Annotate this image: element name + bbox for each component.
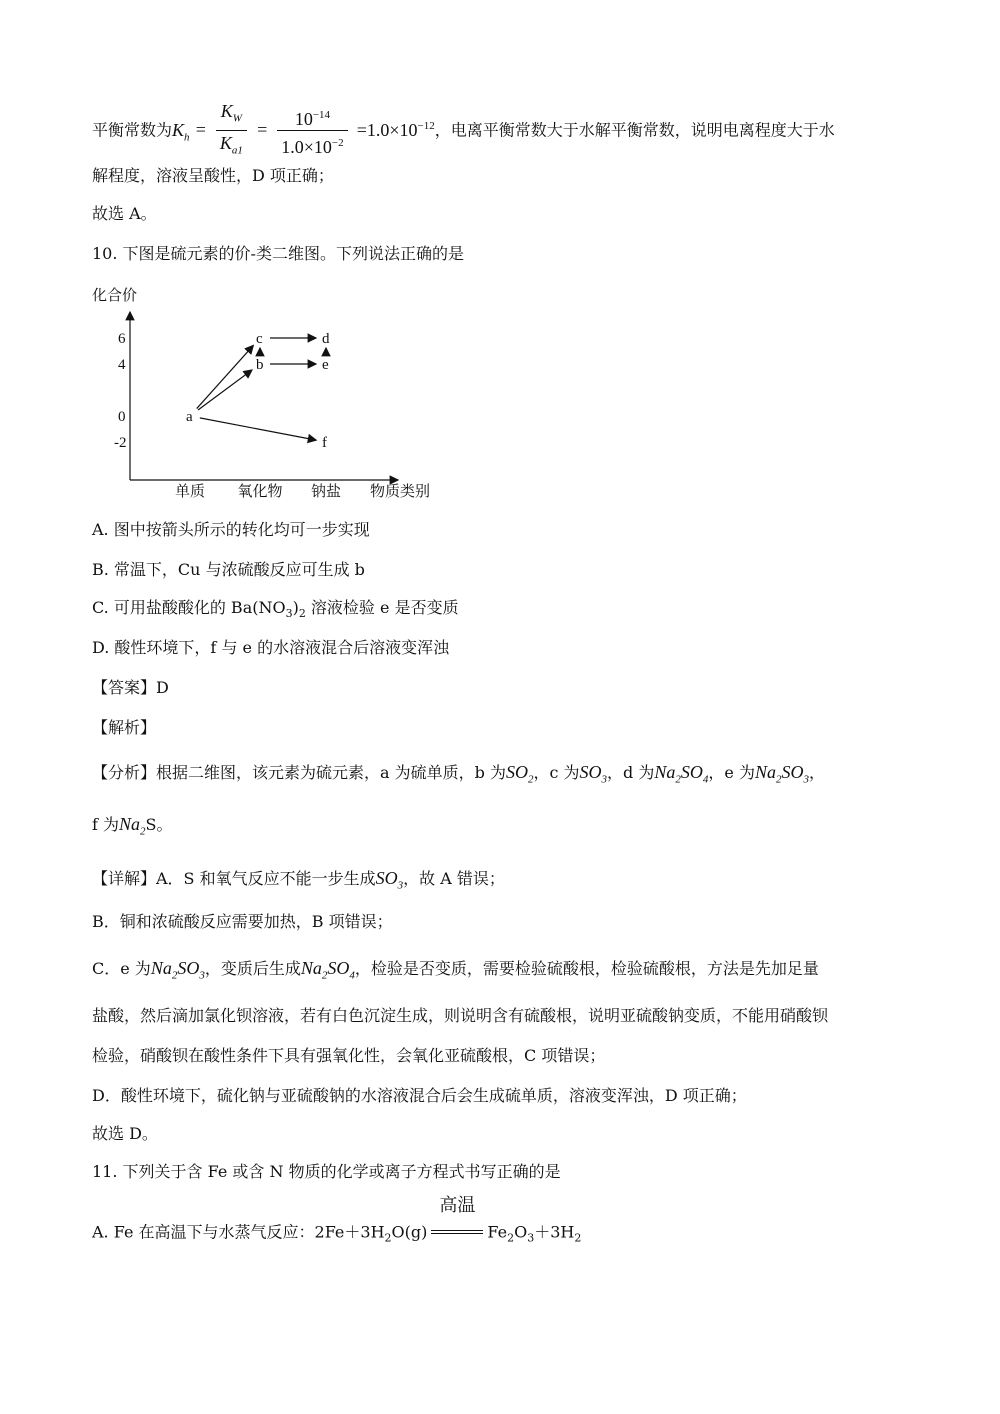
- high-temp-condition: 高温: [427, 1222, 487, 1244]
- q10-fenxi-line2: f 为$Na_2S$。: [92, 814, 173, 838]
- arrow-a-to-c: [197, 345, 254, 408]
- top-line-3: 故选 A。: [92, 204, 157, 223]
- kh-equation-line: 平衡常数为$K_h$ = $\frac{K_W}{K_{a1}}$ = $\frac{10^{-14}}{1.0\times 10^{-2}}$ $=1.0\times 10^{-12}$，电离平衡常数大于水解平衡常数，说明电离程度大于水: [92, 100, 835, 162]
- sulfur-valence-chart: [88, 284, 448, 504]
- y-tick-label: 6: [118, 331, 126, 347]
- q10-analysis-heading: 【解析】: [92, 718, 157, 737]
- q10-xiangjie-d: D．酸性环境下，硫化钠与亚硫酸钠的水溶液混合后会生成硫单质，溶液变浑浊，D 项正确；: [92, 1086, 747, 1105]
- q10-xiangjie-c1: C．e 为$Na_2SO_3$，变质后生成$Na_2SO_4$，检验是否变质，需要检验硫酸根，检验硫酸根，方法是先加足量: [92, 958, 819, 982]
- kh-prefix: 平衡常数为: [92, 120, 173, 140]
- q10-answer: 【答案】D: [92, 678, 169, 697]
- y-axis-label: 化合价: [92, 286, 138, 304]
- q10-xiangjie-a: 【详解】A．S 和氧气反应不能一步生成$SO_3$，故 A 错误；: [92, 868, 505, 892]
- q11-stem: 11. 下列关于含 Fe 或含 N 物质的化学或离子方程式书写正确的是: [92, 1162, 561, 1181]
- kw-over-ka1-fraction: $\frac{K_W}{K_{a1}}$: [216, 100, 247, 162]
- x-tick-label: 钠盐: [311, 482, 342, 500]
- point-label-b: b: [256, 357, 264, 373]
- q10-option-d: D. 酸性环境下，f 与 e 的水溶液混合后溶液变浑浊: [92, 638, 450, 657]
- point-label-d: d: [322, 331, 330, 347]
- x-axis-label: 物质类别: [370, 482, 431, 500]
- q10-option-c: C. 可用盐酸酸化的 $Ba(NO_3)_2$ 溶液检验 e 是否变质: [92, 598, 459, 621]
- point-label-e: e: [322, 357, 329, 373]
- q10-fenxi-line1: 【分析】根据二维图，该元素为硫元素，a 为硫单质，b 为$SO_2$，c 为$SO_3$，d 为$Na_2SO_4$，e 为$Na_2SO_3$，: [92, 762, 825, 786]
- y-tick-label: 4: [118, 357, 126, 373]
- kh-result: $=1.0\times 10^{-12}$: [356, 119, 435, 140]
- arrow-a-to-f: [200, 418, 316, 440]
- q10-option-a: A. 图中按箭头所示的转化均可一步实现: [92, 520, 370, 539]
- q11-option-a: A. Fe 在高温下与水蒸气反应：$2Fe+3H_2O(g)$ 高温 $Fe_2O_3+3H_2$: [92, 1195, 582, 1245]
- q10-xiangjie-c3: 检验，硝酸钡在酸性条件下具有强氧化性，会氧化亚硫酸根，C 项错误；: [92, 1046, 606, 1065]
- q10-choose: 故选 D。: [92, 1124, 158, 1143]
- x-tick-label: 单质: [175, 482, 206, 500]
- kh-symbol: $K_h$: [172, 119, 190, 144]
- point-label-f: f: [322, 435, 327, 451]
- top-line-2: 解程度，溶液呈酸性，D 项正确；: [92, 166, 334, 185]
- kh-suffix: ，电离平衡常数大于水解平衡常数，说明电离程度大于水: [434, 120, 835, 140]
- y-tick-label: 0: [118, 409, 126, 425]
- q10-xiangjie-c2: 盐酸，然后滴加氯化钡溶液，若有白色沉淀生成，则说明含有硫酸根，说明亚硫酸钠变质，不能用硝酸钡: [92, 1006, 829, 1025]
- point-label-a: a: [186, 409, 193, 425]
- x-tick-label: 氧化物: [237, 482, 283, 500]
- value-fraction: $\frac{10^{-14}}{1.0\times 10^{-2}}$: [277, 104, 347, 159]
- q10-stem: 10. 下图是硫元素的价-类二维图。下列说法正确的是: [92, 244, 464, 263]
- y-tick-label: -2: [114, 435, 127, 451]
- arrow-a-to-b: [198, 370, 252, 410]
- q10-option-b: B. 常温下，Cu 与浓硫酸反应可生成 b: [92, 560, 365, 579]
- q10-xiangjie-b: B．铜和浓硫酸反应需要加热，B 项错误；: [92, 912, 393, 931]
- point-label-c: c: [256, 331, 263, 347]
